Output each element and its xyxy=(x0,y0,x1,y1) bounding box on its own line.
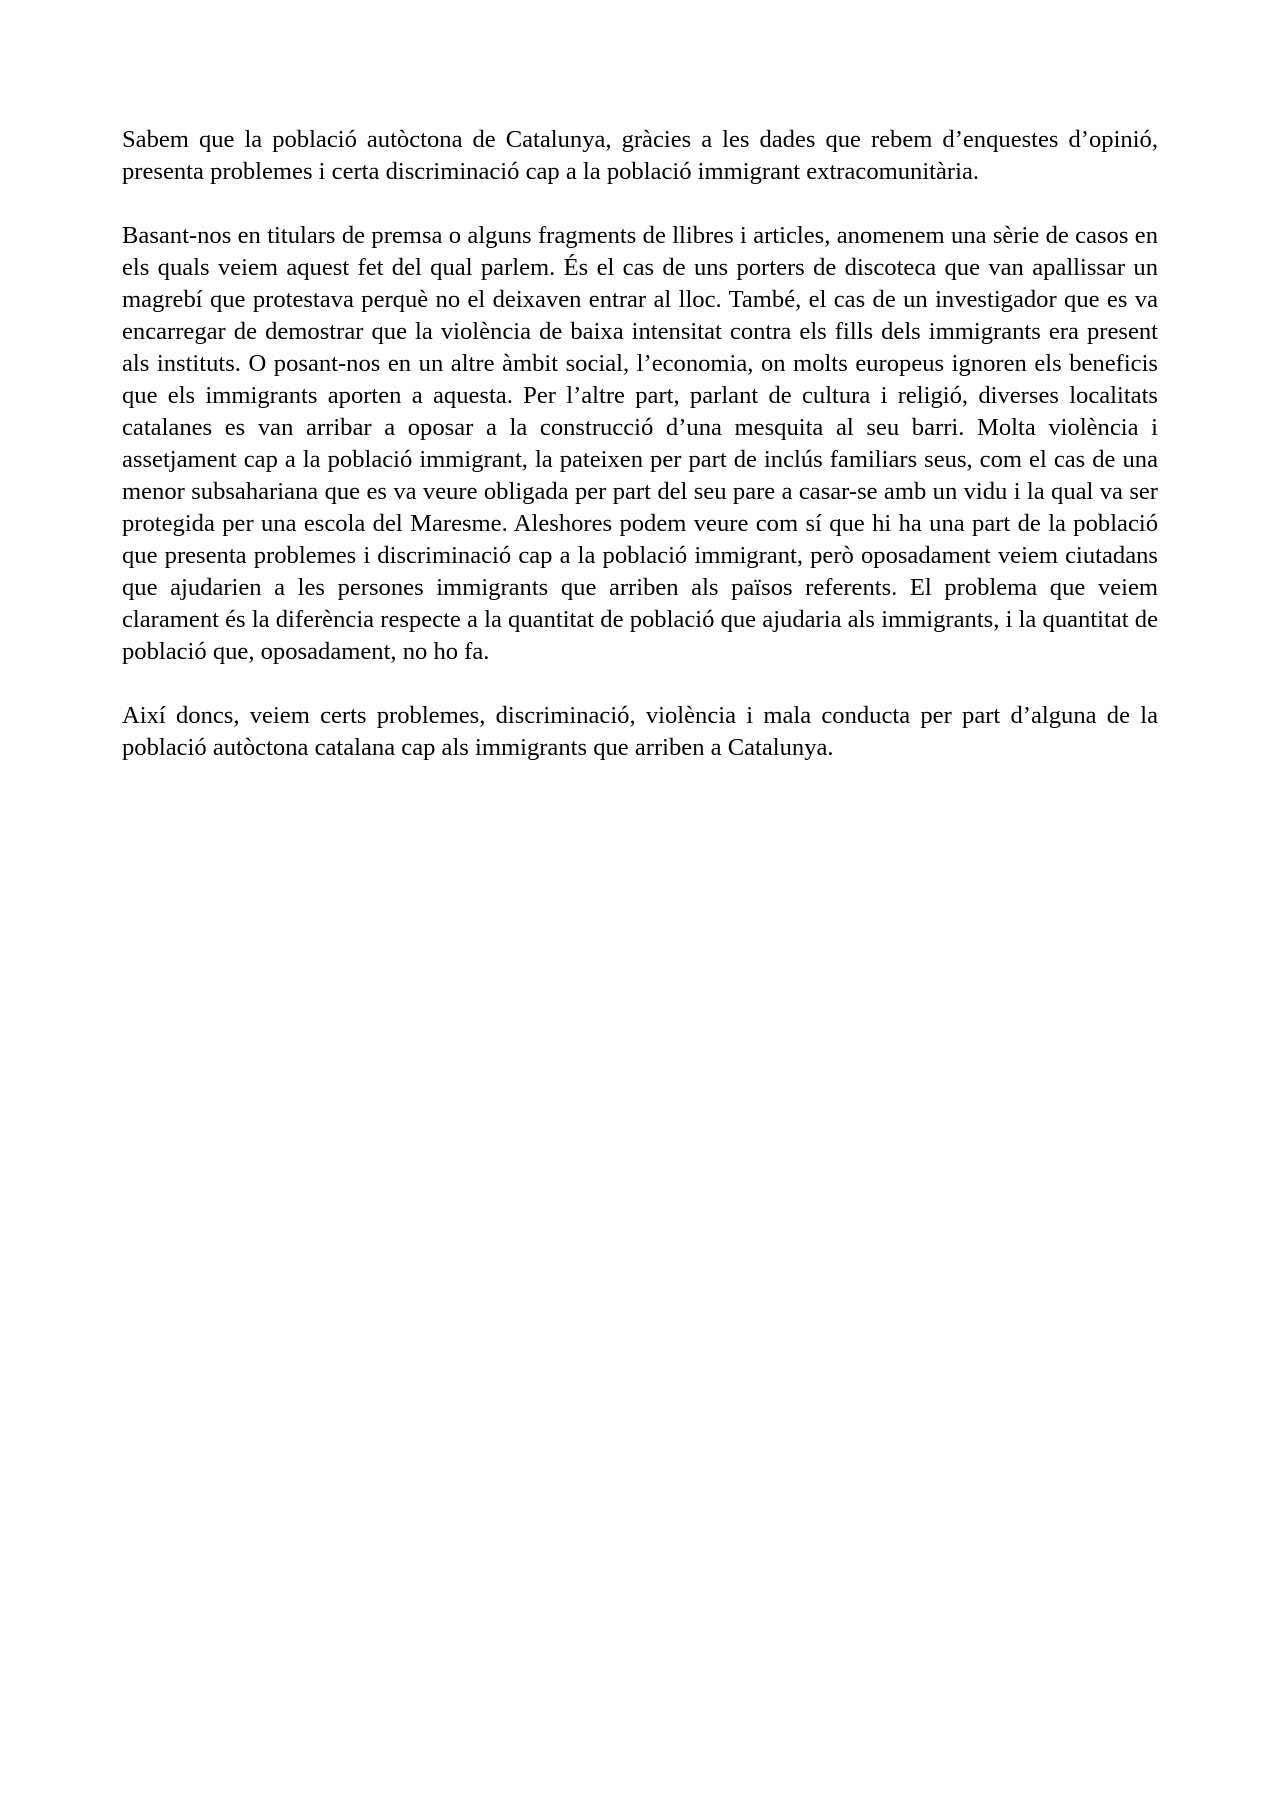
paragraph-conclusion: Així doncs, veiem certs problemes, discriminació, violència i mala conducta per part d’alguna de la població autòctona catalana cap als immigrants que arriben a Catalunya. xyxy=(122,702,1158,761)
paragraph-cases: Basant-nos en titulars de premsa o alguns fragments de llibres i articles, anomenem una sèrie de casos en els quals veiem aquest fet del qual parlem. És el cas de uns porters de discoteca que van apallissar un magrebí que protestava perquè no el deixaven entrar al lloc. També, el cas de un investigador que es va encarregar de demostrar que la violència de baixa intensitat contra els fills dels immigrants era present als instituts. O posant-nos en un altre àmbit social, l’economia, on molts europeus ignoren els beneficis que els immigrants aporten a aquesta. Per l’altre part, parlant de cultura i religió, diverses localitats catalanes es van arribar a oposar a la construcció d’una mesquita al seu barri. Molta violència i assetjament cap a la població immigrant, la pateixen per part de inclús familiars seus, com el cas de una menor subsahariana que es va veure obligada per part del seu pare a casar-se amb un vidu i la qual va ser protegida per una escola del Maresme. Aleshores podem veure com sí que hi ha una part de la població que presenta problemes i discriminació cap a la població immigrant, però oposadament veiem ciutadans que ajudarien a les persones immigrants que arriben als països referents. El problema que veiem clarament és la diferència respecte a la quantitat de població que ajudaria als immigrants, i la quantitat de població que, oposadament, no ho fa. xyxy=(122,222,1158,665)
document-body xyxy=(122,124,1158,796)
paragraph-intro: Sabem que la població autòctona de Catalunya, gràcies a les dades que rebem d’enquestes d’opinió, presenta problemes i certa discriminació cap a la població immigrant extracomunitària. xyxy=(122,126,1158,185)
